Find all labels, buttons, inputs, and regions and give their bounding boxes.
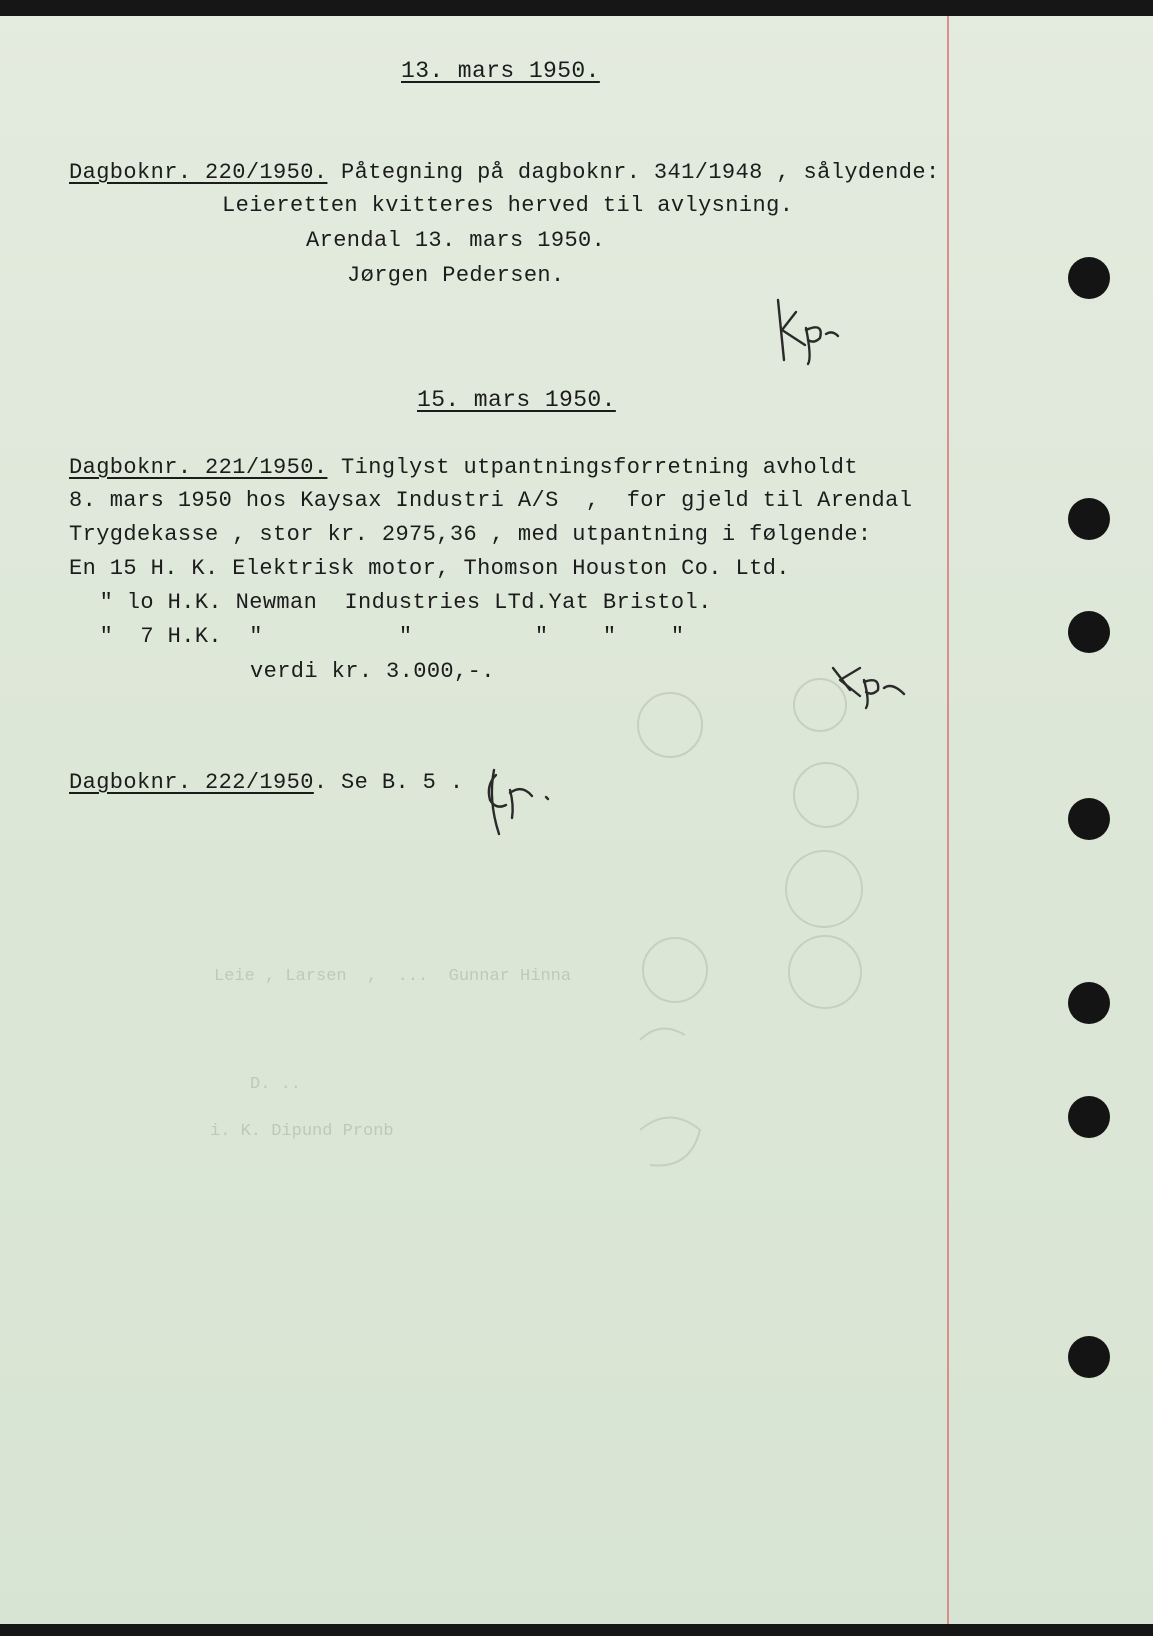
- handwritten-initials-kr: [489, 770, 548, 834]
- entry-reference: Dagboknr. 221/1950.: [69, 455, 328, 480]
- entry-text: 8. mars 1950 hos Kaysax Industri A/S , for gjeld til Arendal: [69, 488, 913, 513]
- handwritten-initials-kpr-2: [833, 668, 904, 708]
- faint-stamp-marks: [638, 679, 862, 1166]
- entry-text: Arendal 13. mars 1950.: [306, 228, 606, 253]
- entry-text: Leieretten kvitteres herved til avlysning.: [222, 193, 794, 218]
- handwritten-initials-kpr-1: [778, 300, 838, 364]
- bleed-through-text: i. K. Dipund Pronb: [210, 1122, 394, 1141]
- entry-text: Påtegning på dagboknr. 341/1948 , sålydende:: [327, 160, 940, 185]
- entry-reference: Dagboknr. 220/1950.: [69, 160, 328, 185]
- signature-name: Jørgen Pedersen.: [347, 263, 565, 288]
- entry-text: " 7 H.K. " " " " ": [86, 624, 685, 649]
- bleed-through-text: D. ..: [250, 1075, 302, 1094]
- entry-text: Tinglyst utpantningsforretning avholdt: [327, 455, 858, 480]
- entry-text: Trygdekasse , stor kr. 2975,36 , med utpantning i følgende:: [69, 522, 872, 547]
- entry-text: En 15 H. K. Elektrisk motor, Thomson Houston Co. Ltd.: [69, 556, 790, 581]
- entry-reference: Dagboknr. 222/1950: [69, 770, 314, 795]
- entry-text: . Se B. 5 .: [313, 770, 464, 795]
- date-heading: 13. mars 1950.: [401, 58, 600, 84]
- entry-text: verdi kr. 3.000,-.: [250, 659, 495, 684]
- bleed-through-text: Leie , Larsen , ... Gunnar Hinna: [214, 967, 572, 986]
- date-heading: 15. mars 1950.: [417, 387, 616, 413]
- entry-text: " lo H.K. Newman Industries LTd.Yat Bristol.: [86, 590, 712, 615]
